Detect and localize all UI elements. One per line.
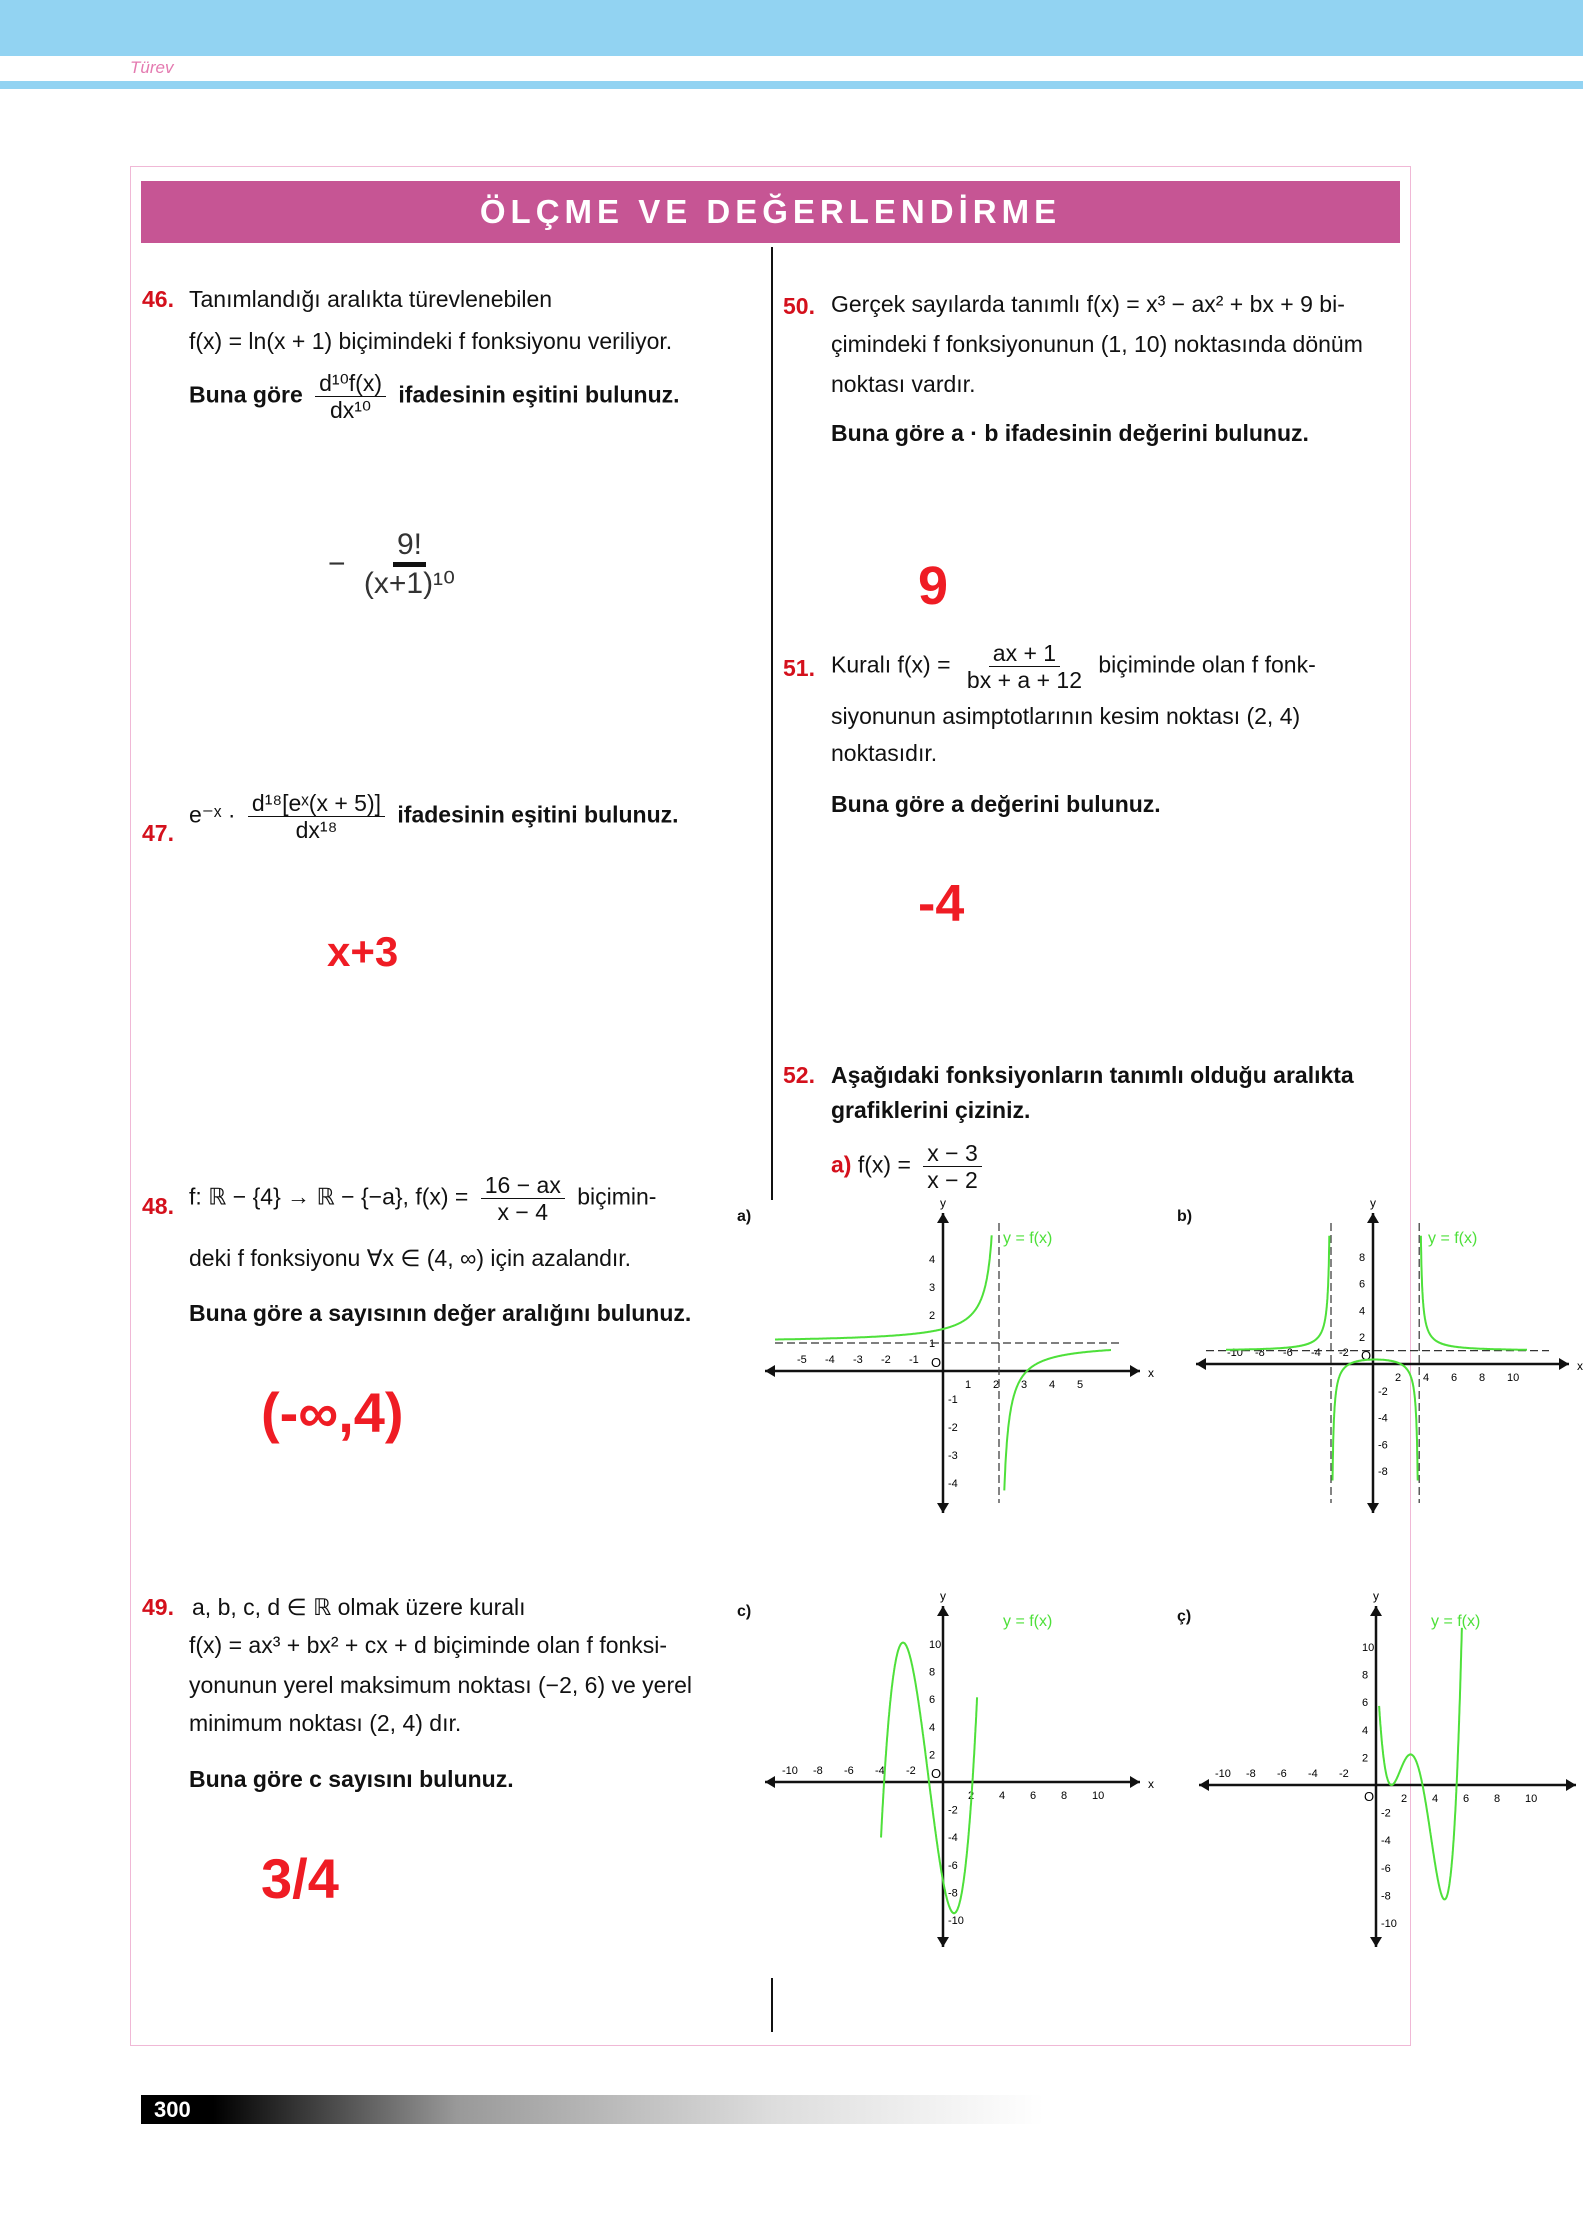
x-tick-label: 2 [1401,1793,1408,1805]
y-tick-label: 8 [929,1666,936,1679]
curve-label: y = f(x) [1428,1230,1478,1247]
q52-text-1: Aşağıdaki fonksiyonların tanımlı olduğu aralıkta [831,1062,1354,1088]
q49-answer: 3/4 [261,1847,339,1910]
x-tick-label: -6 [1277,1768,1287,1780]
x-tick-label: 4 [1423,1372,1430,1384]
q49-text-4: minimum noktası (2, 4) dır. [189,1710,462,1736]
q52-a-prefix: f(x) = [857,1151,911,1178]
q51-question: Buna göre a değerini bulunuz. [831,791,1161,817]
x-tick-label: 10 [1525,1793,1538,1805]
x-tick-label: -4 [875,1765,885,1777]
y-axis-label: y [1373,1589,1379,1603]
q48-question: Buna göre a sayısının değer aralığını bulunuz. [189,1300,692,1326]
x-tick-label: 4 [1049,1379,1056,1391]
fraction-numerator: x − 3 [923,1140,982,1167]
answer-sign: − [328,547,346,581]
q50-text-2: çimindeki f fonksiyonunun (1, 10) noktasında dönüm [831,331,1363,357]
q50-text-3: noktası vardır. [831,371,976,397]
q49-question: Buna göre c sayısını bulunuz. [189,1766,514,1792]
y-tick-label: -3 [948,1450,958,1462]
question-number: 52. [783,1062,815,1088]
y-tick-label: 2 [929,1749,936,1762]
q48-answer: (-∞,4) [261,1381,404,1444]
y-tick-label: 10 [1362,1642,1375,1654]
x-tick-label: -5 [797,1354,807,1366]
x-tick-label: -1 [909,1354,919,1366]
function-curve [1421,1236,1527,1350]
function-curve [881,1643,977,1914]
function-curve [1333,1360,1418,1481]
x-tick-label: 3 [1021,1379,1028,1391]
q46-text: Tanımlandığı aralıkta türevlenebilen [189,286,553,312]
y-tick-label: -10 [1381,1918,1397,1930]
question-number: 49. [142,1594,174,1620]
x-tick-label: -4 [825,1354,835,1366]
y-tick-label: -6 [1378,1439,1388,1452]
curve-label: y = f(x) [1003,1230,1053,1247]
fraction-denominator: x − 2 [927,1167,978,1193]
origin-label: O [1364,1789,1375,1804]
graph-a-label: a) [737,1208,752,1225]
x-tick-label: -6 [1283,1347,1293,1359]
y-tick-label: 6 [1359,1278,1366,1291]
banner-title: ÖLÇME VE DEĞERLENDİRME [141,181,1400,243]
x-tick-label: 6 [1463,1793,1470,1805]
y-axis-label: y [1370,1196,1376,1210]
origin-label: O [931,1355,942,1370]
x-tick-label: -2 [1339,1347,1349,1359]
q48-text: deki f fonksiyonu ∀x ∈ (4, ∞) için azalandır. [189,1245,632,1271]
x-tick-label: -10 [1227,1347,1243,1359]
x-tick-label: 10 [1507,1372,1520,1384]
y-tick-label: -8 [1378,1466,1388,1479]
q51-suffix: biçiminde olan f fonk- [1098,651,1316,678]
q46-prefix: Buna göre [189,381,303,408]
y-tick-label: -4 [948,1478,958,1490]
q49-text-3: yonunun yerel maksimum noktası (−2, 6) ve yerel [189,1672,693,1698]
axis-arrowheads [765,1213,1140,1513]
x-tick-label: 4 [999,1790,1006,1802]
x-tick-label: 6 [1030,1790,1037,1802]
function-curve [775,1235,992,1339]
x-tick-label: 2 [1395,1372,1402,1384]
y-axis-label: y [940,1196,946,1210]
graph-cc-label: ç) [1177,1608,1192,1625]
section-title: Türev [130,58,174,77]
q51-text-3: noktasıdır. [831,740,938,766]
x-axis-label: x [1577,1359,1583,1373]
y-tick-label: 3 [929,1282,936,1294]
fraction-denominator: dx¹⁸ [295,817,338,843]
q46-suffix: ifadesinin eşitini bulunuz. [398,381,680,408]
x-tick-label: 10 [1092,1790,1105,1802]
y-tick-label: -4 [1378,1412,1388,1425]
y-tick-label: 10 [929,1639,942,1651]
y-tick-label: 2 [1362,1752,1369,1765]
q49-text-1: a, b, c, d ∈ ℝ olmak üzere kuralı [192,1594,526,1620]
q52-text-2: grafiklerini çiziniz. [831,1097,1031,1123]
page-number: 300 [154,2097,191,2122]
y-tick-label: 2 [929,1310,936,1322]
x-tick-label: -8 [1255,1347,1265,1359]
question-number: 47. [142,820,174,846]
x-tick-label: -8 [813,1765,823,1777]
x-tick-label: 2 [993,1379,1000,1391]
y-tick-label: 6 [1362,1697,1369,1710]
y-tick-label: 4 [929,1254,936,1266]
y-tick-label: -4 [948,1832,958,1845]
x-tick-label: 1 [965,1379,972,1391]
q50-answer: 9 [918,556,949,616]
q51-answer: -4 [918,875,965,933]
y-tick-label: 2 [1359,1332,1366,1345]
graph-a [765,1196,1154,1513]
footer-bar [141,2095,1044,2124]
q47-suffix: ifadesinin eşitini bulunuz. [397,801,679,828]
y-axis-label: y [940,1589,946,1603]
q46-function: f(x) = ln(x + 1) biçimindeki f fonksiyonu veriliyor. [189,328,673,354]
q51-text-2: siyonunun asimptotlarının kesim noktası (2, 4) [831,703,1301,729]
y-tick-label: -6 [948,1859,958,1872]
y-tick-label: 6 [929,1694,936,1707]
fraction-denominator: dx¹⁰ [329,397,372,423]
x-tick-label: -4 [1311,1347,1321,1359]
x-tick-label: 8 [1479,1372,1486,1384]
origin-label: O [931,1766,942,1781]
function-curve [1379,1628,1462,1903]
y-tick-label: -2 [1378,1385,1388,1398]
fraction-numerator: 16 − ax [481,1172,565,1199]
x-tick-label: -3 [853,1354,863,1366]
graph-cc [1199,1589,1583,1947]
x-tick-label: -2 [906,1765,916,1777]
x-tick-label: 8 [1061,1790,1068,1802]
y-tick-label: 8 [1362,1669,1369,1682]
origin-label: O [1361,1348,1372,1363]
graph-c [765,1589,1154,1947]
y-tick-label: -2 [948,1422,958,1434]
answer-denominator: (x+1)¹⁰ [363,567,456,600]
x-tick-label: 5 [1077,1379,1084,1391]
x-axis-label: x [1148,1366,1154,1380]
answer-numerator: 9! [393,528,426,567]
y-tick-label: -10 [948,1915,964,1927]
y-tick-label: -2 [948,1804,958,1817]
fraction-numerator: d¹⁰f(x) [315,370,386,397]
question-number: 46. [142,286,174,312]
x-tick-label: -8 [1246,1768,1256,1780]
q50-text-1: Gerçek sayılarda tanımlı f(x) = x³ − ax² + bx + 9 bi- [831,291,1345,317]
q48-mapping: f: ℝ − {4} → ℝ − {−a}, f(x) = [189,1183,469,1210]
x-tick-label: -4 [1308,1768,1318,1780]
q52-a-label: a) [831,1151,852,1178]
y-tick-label: 4 [1362,1724,1369,1737]
x-tick-label: 8 [1494,1793,1501,1805]
curve-label: y = f(x) [1003,1613,1053,1630]
question-number: 50. [783,293,815,319]
y-tick-label: -8 [948,1887,958,1900]
x-tick-label: 6 [1451,1372,1458,1384]
q47-answer: x+3 [327,928,399,975]
y-tick-label: -2 [1381,1807,1391,1820]
y-tick-label: -4 [1381,1835,1391,1848]
q48-suffix: biçimin- [577,1183,657,1210]
q47-prefix: e⁻ˣ · [189,801,236,828]
y-tick-label: 4 [929,1721,936,1734]
question-number: 51. [783,655,815,681]
x-tick-label: 2 [968,1790,975,1802]
graph-b-label: b) [1177,1208,1193,1225]
fraction-numerator: ax + 1 [989,640,1060,667]
curve-label: y = f(x) [1431,1613,1481,1630]
fraction-numerator: d¹⁸[eˣ(x + 5)] [248,790,385,817]
x-tick-label: -2 [881,1354,891,1366]
question-number: 48. [142,1193,174,1219]
x-tick-label: -10 [782,1765,798,1777]
graph-c-label: c) [737,1603,752,1620]
q50-question: Buna göre a · b ifadesinin değerini bulunuz. [831,420,1309,446]
fraction-denominator: bx + a + 12 [966,667,1082,693]
x-tick-label: -6 [844,1765,854,1777]
y-tick-label: -6 [1381,1862,1391,1875]
x-tick-label: 4 [1432,1793,1439,1805]
graph-b [1196,1196,1583,1513]
y-tick-label: -8 [1381,1890,1391,1903]
x-tick-label: -10 [1215,1768,1231,1780]
y-tick-label: 1 [929,1338,936,1350]
y-tick-label: 8 [1359,1251,1366,1264]
y-tick-label: 4 [1359,1305,1366,1318]
fraction-denominator: x − 4 [497,1199,549,1225]
function-curve [1226,1236,1329,1350]
x-tick-label: -2 [1339,1768,1349,1780]
x-axis-label: x [1148,1777,1154,1791]
y-tick-label: -1 [948,1394,958,1406]
q49-text-2: f(x) = ax³ + bx² + cx + d biçiminde olan f fonksi- [189,1632,668,1658]
q51-prefix: Kuralı f(x) = [831,651,951,678]
